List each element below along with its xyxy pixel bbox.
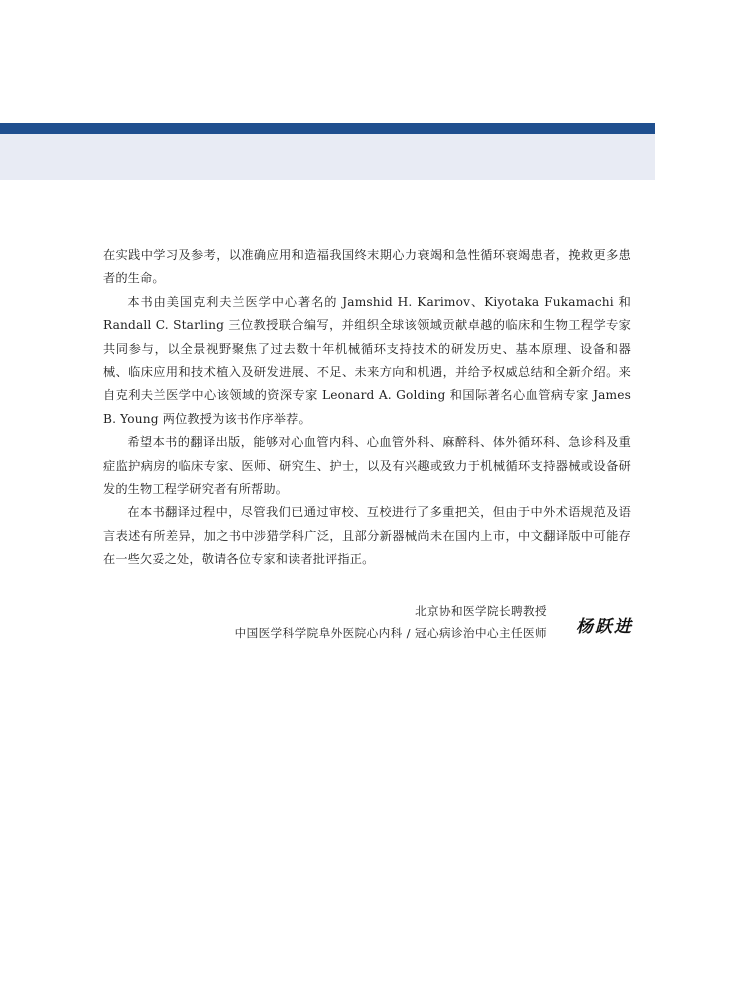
paragraph-2: 本书由美国克利夫兰医学中心著名的 Jamshid H. Karimov、Kiyotaka Fukamachi 和 Randall C. Starling 三位教授联合编写，并组织全球该领域贡献卓越的临床和生物工程学专家共同参与，以全景视野聚焦了过去数十年机械循环支持技术的研发历史、基本原理、设备和器械、临床应用和技术植入及研发进展、不足、未来方向和机遇，并给予权威总结和全新介绍。来自克利夫兰医学中心该领域的资深专家 Leonard A. Golding 和国际著名心血管病专家 James B. Young 两位教授为该书作序举荐。: [103, 294, 631, 426]
header-color-bar: [0, 123, 655, 134]
paragraph-1: 在实践中学习及参考，以准确应用和造福我国终末期心力衰竭和急性循环衰竭患者，挽救更多患者的生命。: [103, 248, 631, 286]
signature-title-line-1: 北京协和医学院长聘教授: [415, 604, 547, 618]
preface-body: [103, 244, 631, 572]
signature-name: 杨跃进: [576, 617, 633, 637]
paragraph-4: 在本书翻译过程中，尽管我们已通过审校、互校进行了多重把关，但由于中外术语规范及语言表述有所差异，加之书中涉猎学科广泛，且部分新器械尚未在国内上市，中文翻译版中可能存在一些欠妥之处，敬请各位专家和读者批评指正。: [103, 505, 631, 567]
header-band: [0, 134, 655, 180]
paragraph-3: 希望本书的翻译出版，能够对心血管内科、心血管外科、麻醉科、体外循环科、急诊科及重症监护病房的临床专家、医师、研究生、护士，以及有兴趣或致力于机械循环支持器械或设备研发的生物工程学研究者有所帮助。: [103, 435, 631, 497]
signature-title-line-2: 中国医学科学院阜外医院心内科 / 冠心病诊治中心主任医师: [234, 626, 547, 640]
